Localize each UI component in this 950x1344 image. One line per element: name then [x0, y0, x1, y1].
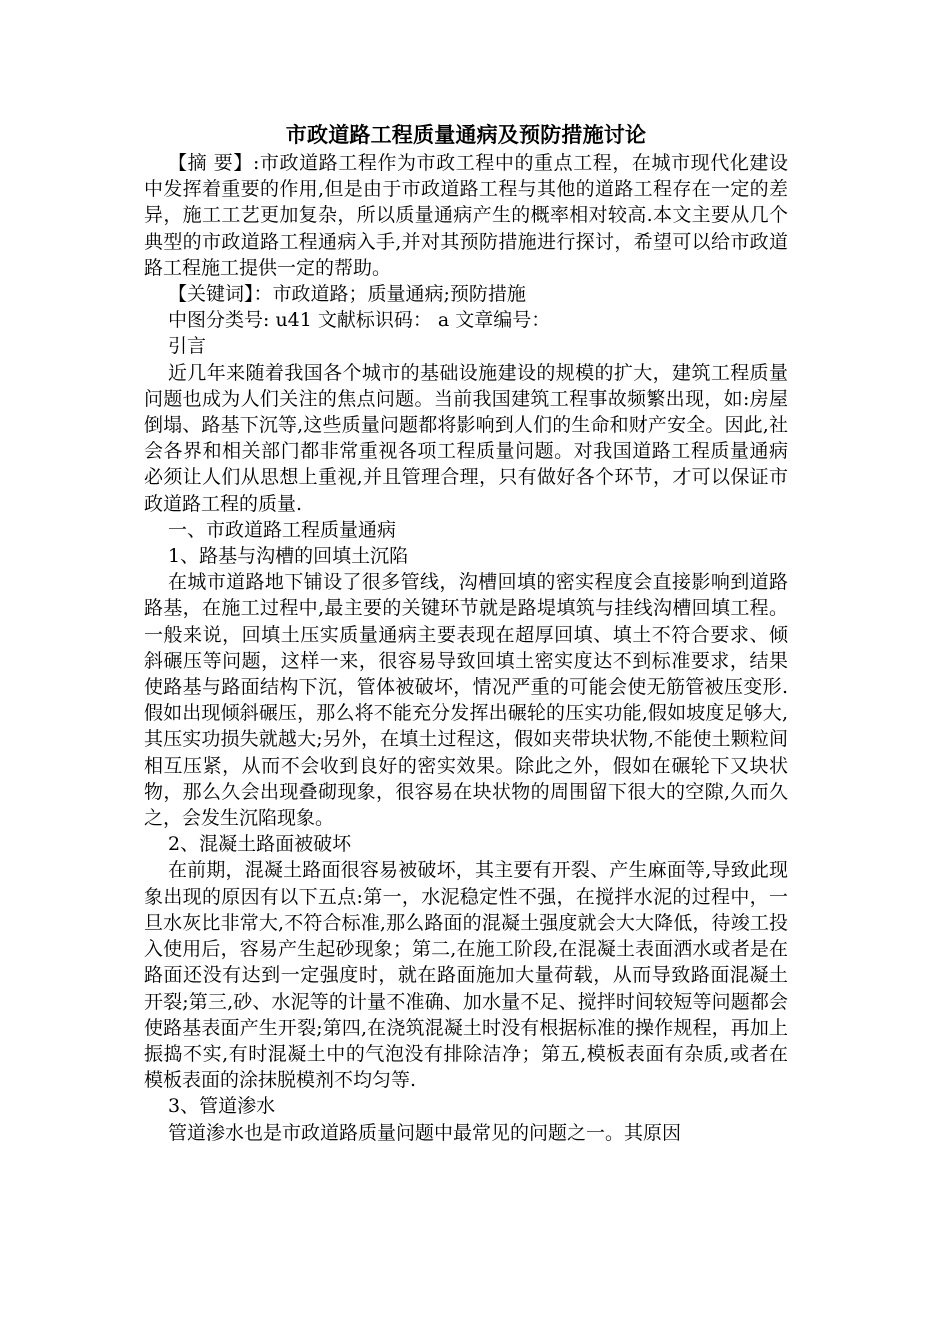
intro-heading: 引言 [168, 335, 207, 358]
subsection-1-paragraph: 在城市道路地下铺设了很多管线，沟槽回填的密实程度会直接影响到道路路基，在施工过程中,最主要的关键环节就是路堤填筑与挂线沟槽回填工程。一般来说，回填土压实质量通病主要表现在超厚回填、填土不符合要求、倾斜碾压等问题，这样一来，很容易导致回填土密实度达不到标准要求，结果使路基与路面结构下沉，管体被破坏，情况严重的可能会使无筋管被压变形.假如出现倾斜碾压，那么将不能充分发挥出碾轮的压实功能,假如坡度足够大,其压实功损失就越大;另外，在填土过程这，假如夹带块状物,不能使土颗粒间相互压紧，从而不会收到良好的密实效果。除此之外，假如在碾轮下又块状物，那么久会出现叠砌现象，很容易在块状物的周围留下很大的空隙,久而久之，会发生沉陷现象。 [144, 571, 788, 830]
subsection-2-paragraph: 在前期，混凝土路面很容易被破坏，其主要有开裂、产生麻面等,导致此现象出现的原因有以下五点:第一，水泥稳定性不强，在搅拌水泥的过程中，一旦水灰比非常大,不符合标准,那么路面的混凝土强度就会大大降低，待竣工投入使用后，容易产生起砂现象；第二,在施工阶段,在混凝土表面洒水或者是在路面还没有达到一定强度时，就在路面施加大量荷载，从而导致路面混凝土开裂;第三,砂、水泥等的计量不准确、加水量不足、搅拌时间较短等问题都会使路基表面产生开裂;第四,在浇筑混凝土时没有根据标准的操作规程，再加上振捣不实,有时混凝土中的气泡没有排除洁净；第五,模板表面有杂质,或者在模板表面的涂抹脱模剂不均匀等. [144, 859, 788, 1092]
abstract-paragraph: 【摘 要】:市政道路工程作为市政工程中的重点工程，在城市现代化建设中发挥着重要的作用,但是由于市政道路工程与其他的道路工程存在一定的差异，施工工艺更加复杂，所以质量通病产生的概率相对较高.本文主要从几个典型的市政道路工程通病入手,并对其预防措施进行探讨，希望可以给市政道路工程施工提供一定的帮助。 [144, 152, 788, 279]
subsection-1-heading: 1、路基与沟槽的回填土沉陷 [168, 545, 409, 568]
classification-line: 中图分类号: u41 文献标识码： a 文章编号： [168, 309, 551, 332]
document-page [144, 120, 788, 1146]
subsection-3-paragraph: 管道渗水也是市政道路质量问题中最常见的问题之一。其原因 [168, 1121, 682, 1144]
subsection-3-heading: 3、管道渗水 [168, 1095, 276, 1118]
keywords-line: 【关键词】：市政道路；质量通病;预防措施 [168, 283, 526, 306]
intro-paragraph: 近几年来随着我国各个城市的基础设施建设的规模的扩大，建筑工程质量问题也成为人们关注的焦点问题。当前我国建筑工程事故频繁出现，如:房屋倒塌、路基下沉等,这些质量问题都将影响到人们的生命和财产安全。因此,社会各界和相关部门都非常重视各项工程质量问题。对我国道路工程质量通病必须让人们从思想上重视,并且管理合理，只有做好各个环节，才可以保证市政道路工程的质量. [144, 361, 788, 515]
subsection-2-heading: 2、混凝土路面被破坏 [168, 833, 352, 856]
document-title: 市政道路工程质量通病及预防措施讨论 [285, 122, 647, 147]
section-1-heading: 一、市政道路工程质量通病 [168, 518, 397, 541]
